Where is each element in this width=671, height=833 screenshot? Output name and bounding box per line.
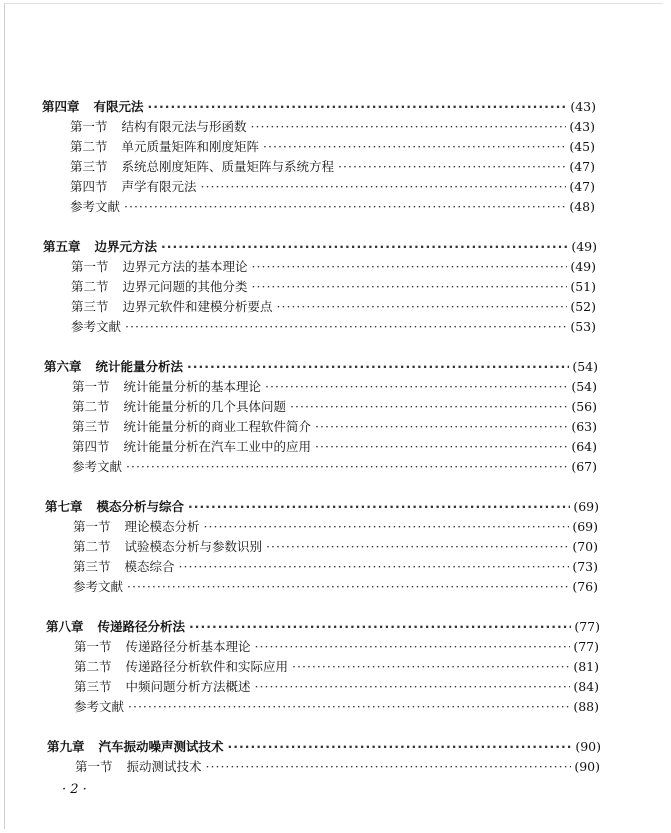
entry-title: 传递路径分析软件和实际应用 <box>125 659 289 674</box>
entry-number: 第二节 <box>73 539 111 554</box>
entry-number: 第二节 <box>70 139 108 154</box>
references-entry <box>71 319 596 335</box>
dot-leader <box>126 459 568 475</box>
entry-title: 统计能量分析的几个具体问题 <box>123 399 287 414</box>
entry-page: (51) <box>570 279 596 294</box>
entry-title: 参考文献 <box>73 579 124 594</box>
entry-page: (45) <box>569 139 595 154</box>
entry-title: 边界元软件和建模分析要点 <box>122 299 273 314</box>
section-entry <box>72 419 597 435</box>
entry-number: 第五章 <box>43 239 81 254</box>
entry-title: 声学有限元法 <box>121 179 197 194</box>
entry-page: (76) <box>572 579 598 594</box>
chapter-entry <box>43 239 597 255</box>
section-entry <box>74 639 599 655</box>
entry-title: 统计能量分析的基本理论 <box>123 379 262 394</box>
entry-title: 结构有限元法与形函数 <box>121 119 247 134</box>
section-entry <box>70 179 595 195</box>
entry-number: 第二节 <box>74 659 112 674</box>
entry-number: 第三节 <box>74 679 112 694</box>
entry-page: (77) <box>574 619 600 634</box>
entry-page: (43) <box>569 119 595 134</box>
entry-title: 边界元方法的基本理论 <box>122 259 248 274</box>
section-entry <box>71 259 596 275</box>
entry-page: (43) <box>570 99 596 114</box>
entry-title: 模态综合 <box>124 559 175 574</box>
entry-page: (88) <box>573 699 599 714</box>
dot-leader <box>189 619 571 635</box>
entry-title: 有限元法 <box>93 99 144 114</box>
dot-leader <box>187 359 569 375</box>
chapter-entry <box>42 99 596 115</box>
dot-leader <box>266 539 569 555</box>
entry-number: 第四章 <box>42 99 80 114</box>
section-entry <box>74 679 599 695</box>
references-entry <box>73 579 598 595</box>
entry-number: 第一节 <box>75 759 113 774</box>
entry-title: 汽车振动噪声测试技术 <box>98 739 224 754</box>
entry-title: 参考文献 <box>72 459 123 474</box>
dot-leader <box>161 239 568 255</box>
entry-title: 参考文献 <box>71 319 122 334</box>
section-entry <box>72 439 597 455</box>
dot-leader <box>124 199 566 215</box>
entry-number: 第九章 <box>47 739 85 754</box>
references-entry <box>72 459 597 475</box>
entry-number: 第六章 <box>44 359 82 374</box>
entry-number: 第八章 <box>46 619 84 634</box>
entry-page: (77) <box>573 639 599 654</box>
entry-title: 振动测试技术 <box>126 759 202 774</box>
entry-page: (49) <box>571 239 597 254</box>
entry-page: (47) <box>569 179 595 194</box>
dot-leader <box>228 739 573 755</box>
entry-number: 第四节 <box>72 439 110 454</box>
entry-title: 参考文献 <box>70 199 121 214</box>
section-entry <box>71 299 596 315</box>
entry-number: 第二节 <box>71 279 109 294</box>
section-entry <box>74 659 599 675</box>
entry-number: 第一节 <box>73 519 111 534</box>
dot-leader <box>263 139 566 155</box>
entry-title: 传递路径分析基本理论 <box>125 639 251 654</box>
entry-page: (56) <box>571 399 597 414</box>
entry-page: (69) <box>572 519 598 534</box>
section-entry <box>70 159 595 175</box>
entry-page: (52) <box>570 299 596 314</box>
section-entry <box>73 519 598 535</box>
entry-page: (90) <box>574 759 600 774</box>
chapter-entry <box>45 499 599 515</box>
section-entry <box>70 119 595 135</box>
dot-leader <box>201 179 567 195</box>
dot-leader <box>290 399 568 415</box>
chapter-entry <box>47 739 601 755</box>
section-entry <box>73 559 598 575</box>
entry-number: 第七章 <box>45 499 83 514</box>
entry-number: 第一节 <box>74 639 112 654</box>
entry-title: 边界元方法 <box>94 239 158 254</box>
dot-leader <box>127 579 569 595</box>
entry-page: (63) <box>571 419 597 434</box>
entry-page: (49) <box>570 259 596 274</box>
entry-page: (54) <box>571 379 597 394</box>
dot-leader <box>265 379 568 395</box>
dot-leader <box>148 99 568 115</box>
entry-number: 第二节 <box>72 399 110 414</box>
dot-leader <box>179 559 570 575</box>
entry-page: (70) <box>572 539 598 554</box>
entry-title: 参考文献 <box>74 699 125 714</box>
entry-number: 第三节 <box>73 559 111 574</box>
entry-page: (73) <box>572 559 598 574</box>
dot-leader <box>315 419 568 435</box>
entry-number: 第三节 <box>71 299 109 314</box>
dot-leader <box>251 119 567 135</box>
entry-title: 统计能量分析法 <box>95 359 184 374</box>
page-number: · 2 · <box>62 782 87 797</box>
section-entry <box>73 539 598 555</box>
dot-leader <box>292 659 570 675</box>
dot-leader <box>128 699 570 715</box>
entry-page: (81) <box>573 659 599 674</box>
entry-number: 第四节 <box>70 179 108 194</box>
entry-title: 模态分析与综合 <box>96 499 185 514</box>
references-entry <box>70 199 595 215</box>
entry-page: (84) <box>573 679 599 694</box>
references-entry <box>74 699 599 715</box>
entry-page: (53) <box>570 319 596 334</box>
entry-page: (64) <box>571 439 597 454</box>
entry-title: 试验模态分析与参数识别 <box>124 539 263 554</box>
entry-title: 统计能量分析在汽车工业中的应用 <box>123 439 312 454</box>
dot-leader <box>125 319 567 335</box>
dot-leader <box>252 259 568 275</box>
entry-page: (54) <box>572 359 598 374</box>
entry-title: 边界元问题的其他分类 <box>122 279 248 294</box>
entry-title: 统计能量分析的商业工程软件简介 <box>123 419 312 434</box>
dot-leader <box>206 759 572 775</box>
entry-title: 单元质量矩阵和刚度矩阵 <box>121 139 260 154</box>
section-entry <box>70 139 595 155</box>
dot-leader <box>338 159 566 175</box>
entry-page: (67) <box>571 459 597 474</box>
section-entry <box>72 399 597 415</box>
dot-leader <box>252 279 568 295</box>
dot-leader <box>204 519 570 535</box>
entry-page: (48) <box>569 199 595 214</box>
entry-title: 中频问题分析方法概述 <box>125 679 251 694</box>
entry-page: (69) <box>573 499 599 514</box>
dot-leader <box>255 639 571 655</box>
entry-number: 第一节 <box>72 379 110 394</box>
chapter-entry <box>46 619 600 635</box>
entry-number: 第三节 <box>72 419 110 434</box>
entry-title: 传递路径分析法 <box>97 619 186 634</box>
entry-title: 系统总刚度矩阵、质量矩阵与系统方程 <box>121 159 335 174</box>
dot-leader <box>188 499 570 515</box>
entry-title: 理论模态分析 <box>124 519 200 534</box>
section-entry <box>72 379 597 395</box>
entry-number: 第一节 <box>70 119 108 134</box>
dot-leader <box>277 299 568 315</box>
entry-number: 第三节 <box>70 159 108 174</box>
entry-page: (47) <box>569 159 595 174</box>
dot-leader <box>315 439 568 455</box>
section-entry <box>75 759 600 775</box>
section-entry <box>71 279 596 295</box>
dot-leader <box>255 679 571 695</box>
entry-page: (90) <box>575 739 601 754</box>
entry-number: 第一节 <box>71 259 109 274</box>
chapter-entry <box>44 359 598 375</box>
